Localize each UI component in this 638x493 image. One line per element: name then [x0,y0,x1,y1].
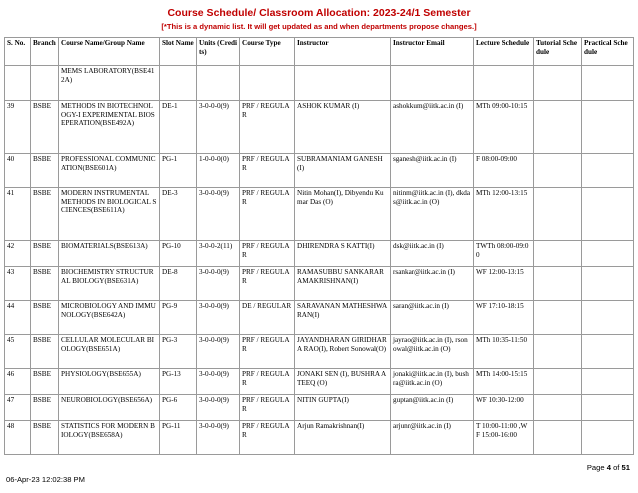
table-row [5,101,634,154]
cell-instructor: SARAVANAN MATHESHWARAN(I) [295,301,391,335]
cell-type: PRF / REGULAR [240,241,295,267]
col-header-instructor: Instructor [295,38,391,66]
cell-type [240,66,295,101]
cell-units: 3-0-0-0(9) [197,395,240,421]
cell-instructor: JONAKI SEN (I), BUSHRA ATEEQ (O) [295,369,391,395]
table-row [5,267,634,301]
cell-slot: DE-8 [160,267,197,301]
cell-email [391,66,474,101]
cell-instructor: NITIN GUPTA(I) [295,395,391,421]
cell-tutorial [534,66,582,101]
page-number [587,463,630,472]
cell-instructor: RAMASUBBU SANKARARAMAKRISHNAN(I) [295,267,391,301]
cell-sno: 43 [5,267,31,301]
cell-units: 1-0-0-0(0) [197,154,240,188]
cell-tutorial [534,301,582,335]
cell-slot: PG-3 [160,335,197,369]
print-timestamp: 06-Apr-23 12:02:38 PM [6,475,85,484]
cell-lecture: WF 17:10-18:15 [474,301,534,335]
table-row [5,395,634,421]
cell-type: PRF / REGULAR [240,421,295,455]
cell-sno [5,66,31,101]
cell-slot: PG-1 [160,154,197,188]
cell-branch: BSBE [31,154,59,188]
cell-instructor [295,66,391,101]
cell-email: jayrao@iitk.ac.in (I), rsonowal@iitk.ac.in (O) [391,335,474,369]
cell-type: PRF / REGULAR [240,188,295,241]
cell-course: MICROBIOLOGY AND IMMUNOLOGY(BSE642A) [59,301,160,335]
cell-course: PHYSIOLOGY(BSE655A) [59,369,160,395]
col-header-tutorial: Tutorial Schedule [534,38,582,66]
cell-practical [582,267,634,301]
col-header-type: Course Type [240,38,295,66]
cell-lecture: WF 10:30-12:00 [474,395,534,421]
cell-tutorial [534,267,582,301]
cell-slot: PG-10 [160,241,197,267]
cell-course: STATISTICS FOR MODERN BIOLOGY(BSE658A) [59,421,160,455]
cell-units: 3-0-0-0(9) [197,101,240,154]
cell-email: guptan@iitk.ac.in (I) [391,395,474,421]
cell-lecture [474,66,534,101]
cell-slot: PG-9 [160,301,197,335]
cell-practical [582,335,634,369]
cell-lecture: MTh 12:00-13:15 [474,188,534,241]
cell-branch: BSBE [31,188,59,241]
table-row [5,154,634,188]
cell-instructor: JAYANDHARAN GIRIDHARA RAO(I), Robert Sonowal(O) [295,335,391,369]
cell-slot: DE-1 [160,101,197,154]
cell-email: rsankar@iitk.ac.in (I) [391,267,474,301]
cell-type: PRF / REGULAR [240,369,295,395]
cell-sno: 41 [5,188,31,241]
cell-lecture: MTh 09:00-10:15 [474,101,534,154]
col-header-slot: Slot Name [160,38,197,66]
table-row [5,188,634,241]
cell-course: BIOMATERIALS(BSE613A) [59,241,160,267]
cell-tutorial [534,154,582,188]
cell-practical [582,154,634,188]
cell-units: 3-0-0-0(9) [197,267,240,301]
cell-units: 3-0-0-0(9) [197,369,240,395]
cell-type: PRF / REGULAR [240,335,295,369]
cell-course: MEMS LABORATORY(BSE412A) [59,66,160,101]
cell-course: MODERN INSTRUMENTAL METHODS IN BIOLOGICAL SCIENCES(BSE611A) [59,188,160,241]
cell-email: saran@iitk.ac.in (I) [391,301,474,335]
page-total: 51 [621,463,630,472]
cell-lecture: TWTh 08:00-09:00 [474,241,534,267]
cell-instructor: DHIRENDRA S KATTI(I) [295,241,391,267]
cell-tutorial [534,335,582,369]
page-of: of [613,463,620,472]
cell-sno: 46 [5,369,31,395]
cell-sno: 42 [5,241,31,267]
cell-branch [31,66,59,101]
cell-units: 3-0-0-0(9) [197,335,240,369]
cell-course: METHODS IN BIOTECHNOLOGY-I EXPERIMENTAL BIOSEPERATION(BSE492A) [59,101,160,154]
cell-email: jonaki@iitk.ac.in (I), bushra@iitk.ac.in (O) [391,369,474,395]
cell-practical [582,101,634,154]
cell-tutorial [534,188,582,241]
cell-sno: 40 [5,154,31,188]
cell-practical [582,421,634,455]
page-prefix: Page [586,463,605,472]
cell-branch: BSBE [31,267,59,301]
cell-branch: BSBE [31,395,59,421]
col-header-course: Course Name/Group Name [59,38,160,66]
cell-tutorial [534,101,582,154]
cell-units: 3-0-0-0(9) [197,188,240,241]
cell-units: 3-0-0-2(11) [197,241,240,267]
cell-practical [582,188,634,241]
cell-lecture: T 10:00-11:00 ,WF 15:00-16:00 [474,421,534,455]
page-title: Course Schedule/ Classroom Allocation: 2023-24/1 Semester [167,7,471,19]
cell-branch: BSBE [31,421,59,455]
cell-course: NEUROBIOLOGY(BSE656A) [59,395,160,421]
col-header-units: Units (Credits) [197,38,240,66]
cell-units: 3-0-0-0(9) [197,301,240,335]
cell-type: PRF / REGULAR [240,154,295,188]
cell-course: CELLULAR MOLECULAR BIOLOGY(BSE651A) [59,335,160,369]
cell-practical [582,369,634,395]
cell-email: nitinm@iitk.ac.in (I), dkdas@iitk.ac.in (O) [391,188,474,241]
cell-email: dsk@iitk.ac.in (I) [391,241,474,267]
cell-sno: 47 [5,395,31,421]
cell-slot [160,66,197,101]
cell-branch: BSBE [31,301,59,335]
cell-practical [582,301,634,335]
col-header-practical: Practical Schedule [582,38,634,66]
page-subtitle: [*This is a dynamic list. It will get updated as and when departments propose changes.] [161,22,477,31]
cell-branch: BSBE [31,101,59,154]
table-row [5,421,634,455]
cell-units: 3-0-0-0(9) [197,421,240,455]
cell-type: PRF / REGULAR [240,101,295,154]
cell-type: PRF / REGULAR [240,395,295,421]
page-current: 4 [606,463,611,472]
cell-lecture: WF 12:00-13:15 [474,267,534,301]
cell-email: sganesh@iitk.ac.in (I) [391,154,474,188]
cell-lecture: F 08:00-09:00 [474,154,534,188]
cell-type: PRF / REGULAR [240,267,295,301]
cell-instructor: Arjun Ramakrishnan(I) [295,421,391,455]
table-row [5,241,634,267]
cell-slot: DE-3 [160,188,197,241]
cell-sno: 48 [5,421,31,455]
cell-instructor: Nitin Mohan(I), Dibyendu Kumar Das (O) [295,188,391,241]
cell-sno: 44 [5,301,31,335]
col-header-branch: Branch [31,38,59,66]
col-header-sno: S. No. [5,38,31,66]
col-header-email: Instructor Email [391,38,474,66]
cell-slot: PG-13 [160,369,197,395]
cell-slot: PG-6 [160,395,197,421]
cell-sno: 39 [5,101,31,154]
cell-tutorial [534,421,582,455]
cell-tutorial [534,395,582,421]
cell-email: arjunr@iitk.ac.in (I) [391,421,474,455]
cell-practical [582,395,634,421]
cell-type: DE / REGULAR [240,301,295,335]
cell-instructor: ASHOK KUMAR (I) [295,101,391,154]
table-header-row [5,38,634,66]
cell-course: PROFESSIONAL COMMUNICATION(BSE601A) [59,154,160,188]
cell-lecture: MTh 14:00-15:15 [474,369,534,395]
cell-slot: PG-11 [160,421,197,455]
cell-branch: BSBE [31,241,59,267]
cell-sno: 45 [5,335,31,369]
cell-tutorial [534,369,582,395]
table-row [5,66,634,101]
col-header-lecture: Lecture Schedule [474,38,534,66]
table-row [5,369,634,395]
cell-instructor: SUBRAMANIAM GANESH (I) [295,154,391,188]
cell-units [197,66,240,101]
cell-practical [582,241,634,267]
cell-tutorial [534,241,582,267]
cell-branch: BSBE [31,369,59,395]
schedule-table [4,37,634,455]
cell-course: BIOCHEMISTRY STRUCTURAL BIOLOGY(BSE631A) [59,267,160,301]
cell-practical [582,66,634,101]
cell-lecture: MTh 10:35-11:50 [474,335,534,369]
cell-email: ashokkum@iitk.ac.in (I) [391,101,474,154]
cell-branch: BSBE [31,335,59,369]
table-row [5,301,634,335]
table-row [5,335,634,369]
